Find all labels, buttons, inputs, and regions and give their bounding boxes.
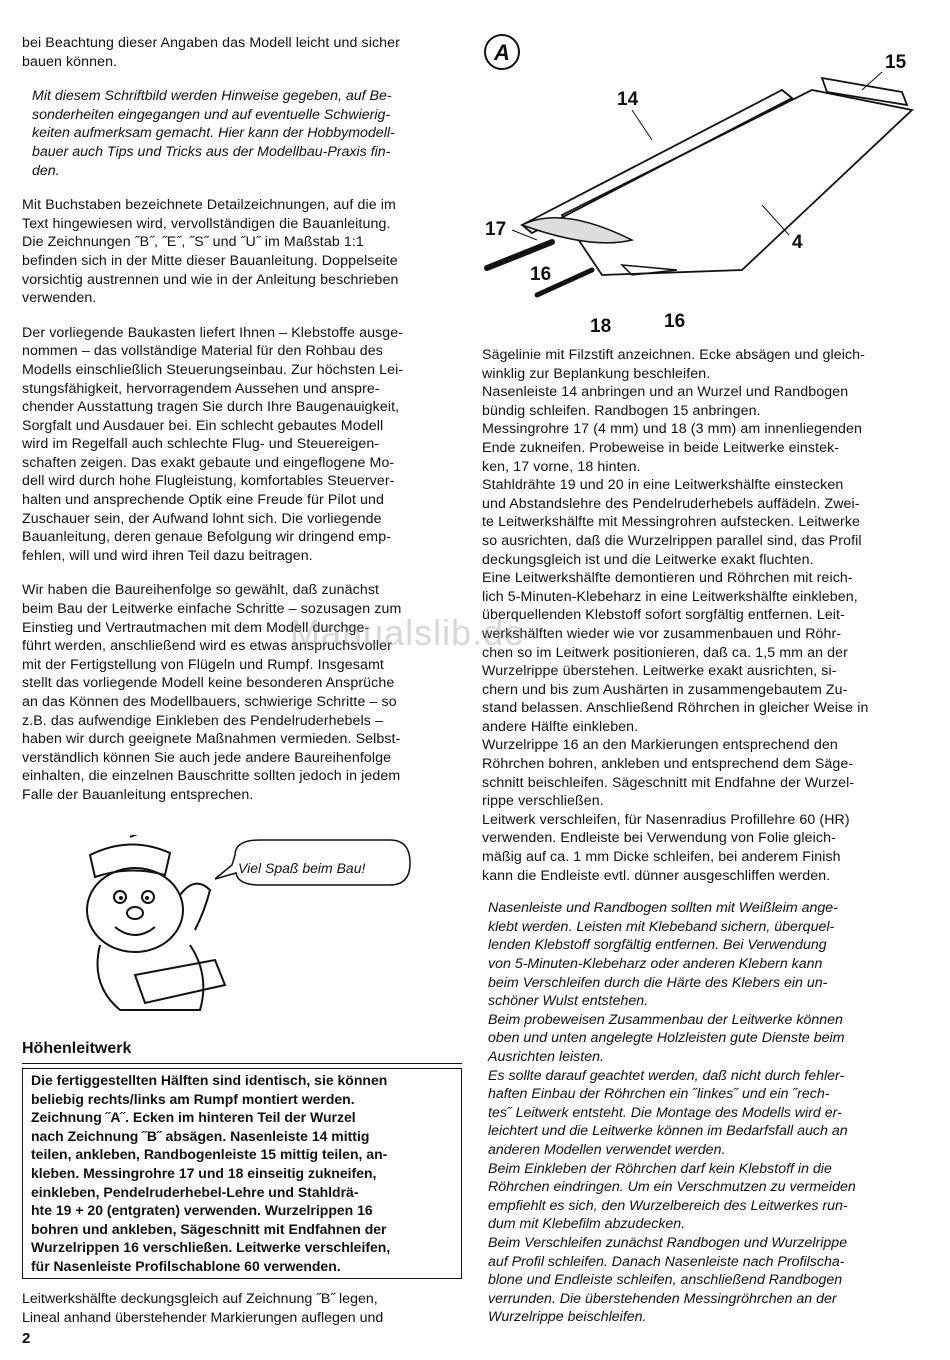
section-heading: Höhenleitwerk (22, 1040, 132, 1057)
continuation-paragraph: Leitwerkshälfte deckungsgleich auf Zeichnung ˝B˝ legen, Lineal anhand überstehender Markierungen auflegen und (22, 1291, 384, 1326)
label-16-left: 16 (530, 264, 552, 285)
label-17: 17 (485, 219, 507, 240)
build-order-paragraph: Wir haben die Baureihenfolge so gewählt, daß zunächst beim Bau der Leitwerke einfache Schritte – sozusagen zum Einstieg und Vertrautmachen mit dem Modell durchge- führt werden, anschließend wird es etwas anspruchsvoller mit der Fertigstellung von Flügeln und Rumpf. Insgesamt stellt das vorliegende Modell keine besonderen Ansprüche an das Können des Modellbauers, schwierige Schritte – so z.B. das aufwendige Einkleben des Pendelruderhebels – haben wir durch geeignete Maßnahmen vermieden. Selbst- verständlich können Sie auch jede andere Baureihenfolge einhalten, die einzelnen Bauschritte sollten jedoch in jedem Falle der Bauanleitung entsprechen. (22, 582, 402, 803)
stabilizer-panel (562, 90, 912, 275)
typeface-note: Mit diesem Schriftbild werden Hinweise gegeben, auf Be- sonderheiten eingegangen und auf eventuelle Schwierig- keiten aufmerksam gemacht. Hier kann der Hobbymodell- bauer auch Tips und Tricks aus der Modellbau-Praxis fin- den. (32, 88, 395, 179)
drawing-a-illustration (482, 30, 922, 340)
label-16-right: 16 (664, 311, 686, 332)
leading-edge-strip (522, 90, 792, 233)
label-14: 14 (617, 89, 639, 110)
page-number: 2 (22, 1330, 31, 1347)
label-15: 15 (885, 52, 907, 73)
watermark: Manualslib.de (290, 612, 526, 653)
left-column (22, 34, 462, 805)
speech-bubble-text: Viel Spaß beim Bau! (238, 860, 366, 876)
kit-paragraph: Der vorliegende Baukasten liefert Ihnen – Klebstoffe ausge- nommen – das vollständige Material für den Rohbau des Modells einschließlich Steuerungseinbau. Zur höchsten Lei- stungsfähigkeit, hervorragendem Aussehen und anspre- chender Ausstattung tragen Sie durch Ihre Baugenauigkeit, Sorgfalt und Ausdauer bei. Ein schlecht gebautes Modell wird im Regelfall auch schlechte Flug- und Steuereigen- schaften zeigen. Das exakt gebaute und eingeflogene Mo- dell wird durch hohe Flugleistung, komfortables Steuerver- halten und ansprechende Optik eine Freude für Pilot und Zuschauer sein, der Aufwand lohnt sich. Die vorliegende Bauanleitung, deren genaue Befolgung wir dringend emp- fehlen, will und wird ihren Teil dazu beitragen. (22, 324, 404, 564)
label-18: 18 (590, 316, 612, 337)
label-4: 4 (792, 232, 803, 253)
assembly-steps: Sägelinie mit Filzstift anzeichnen. Ecke absägen und gleich- winklig zur Beplankung beschleifen. Nasenleiste 14 anbringen und an Wurzel und Randbogen bündig schleifen. Randbogen 15 anbringen. Messingrohre 17 (4 mm) und 18 (3 mm) am innenliegenden Ende zukneifen. Probeweise in beide Leitwerke einstek- ken, 17 vorne, 18 hinten. Stahldrähte 19 und 20 in eine Leitwerkshälfte einstecken und Abstandslehre des Pendelruderhebels auffädeln. Zwei- te Leitwerkshälfte mit Messingrohren aufstecken. Leitwerke so ausrichten, daß die Wurzelrippen parallel sind, das Profil deckungsgleich ist und die Leitwerke exakt fluchten. Eine Leitwerkshälfte demontieren und Röhrchen mit reich- lich 5-Minuten-Klebeharz in eine Leitwerkshälfte einkleben, überquellenden Klebstoff sofort sorgfältig entfernen. Leit- werkshälften wieder wie vor zusammenbauen und Röhr- chen so im Leitwerk positionieren, daß ca. 1,5 mm an der Wurzelrippe überstehen. Leitwerke exakt ausrichten, si- chern und bis zum Aushärten in zusammengebautem Zu- stand belassen. Anschließend Röhrchen in gleicher Weise in andere Hälfte einkleben. Wurzelrippe 16 an den Markierungen entsprechend den Röhrchen bohren, ankleben und entsprechend dem Säge- schnitt beischleifen. Sägeschnitt mit Endfahne der Wurzel- rippe verschließen. Leitwerk verschleifen, für Nasenradius Profillehre 60 (HR) verwenden. Endleiste bei Verwendung von Folie gleich- mäßig auf ca. 1 mm Dicke schleifen, bei anderem Finish kann die Endleiste evtl. dünner ausgeschliffen werden. (482, 347, 869, 884)
drawings-paragraph: Mit Buchstaben bezeichnete Detailzeichnungen, auf die im Text hingewiesen wird, vervollständigen die Bauanleitung. Die Zeichnungen ˝B˝, ˝E˝, ˝S˝ und ˝U˝ im Maßstab 1:1 befinden sich in der Mitte dieser Bauanleitung. Doppelseite vorsichtig austrennen und wie in der Anleitung beschrieben verwenden. (22, 197, 399, 307)
instructions-box: Die fertiggestellten Hälften sind identisch, sie können beliebig rechts/links am Rumpf montiert werden. Zeichnung ˝A˝. Ecken im hinteren Teil der Wurzel nach Zeichnung ˝B˝ absägen. Nasenleiste 14 mittig teilen, ankleben, Randbogenleiste 15 mittig teilen, an- kleben. Messingrohre 17 und 18 einseitig zukneifen, einkleben, Pendelruderhebel-Lehre und Stahldrä- hte 19 + 20 (entgraten) verwenden. Wurzelrippen 16 bohren und ankleben, Sägeschnitt mit Endfahnen der Wurzelrippen 16 verschließen. Leitwerke verschleifen, für Nasenleiste Profilschablone 60 verwenden. (22, 1068, 462, 1279)
right-column (482, 346, 918, 1327)
root-rib (522, 218, 632, 243)
heading-rule (22, 1063, 462, 1064)
intro-paragraph: bei Beachtung dieser Angaben das Modell leicht und sicher bauen können. (22, 35, 400, 70)
drawing-letter: A (494, 40, 510, 65)
tips-note: Nasenleiste und Randbogen sollten mit Weißleim ange- klebt werden. Leisten mit Klebeband sichern, überquel- lenden Klebstoff sorgfältig entfernen. Bei Verwendung von 5-Minuten-Klebeharz oder anderen Klebern kann beim Verschleifen durch die Härte des Klebers ein un- schöner Wulst entstehen. Beim probeweisen Zusammenbau der Leitwerke können oben und unten angelegte Holzleisten gute Dienste beim Ausrichten leisten. Es sollte darauf geachtet werden, daß nicht durch fehler- haften Einbau der Röhrchen ein ˝linkes˝ und ein ˝rech- tes˝ Leitwerk entsteht. Die Montage des Modells wird er- leichtert und die Leitwerke können im Bedarfsfall auch an anderen Modellen verwendet werden. Beim Einkleben der Röhrchen darf kein Klebstoff in die Röhrchen eindringen. Um ein Verschmutzen zu vermeiden empfiehlt es sich, den Wurzelbereich des Leitwerkes run- dum mit Klebefilm abzudecken. Beim Verschleifen zunächst Randbogen und Wurzelrippe auf Profil schleifen. Danach Nasenleiste nach Profilscha- blone und Endleiste schleifen, anschließend Randbogen verrunden. Die überstehenden Messingröhrchen an der Wurzelrippe beischleifen. (488, 900, 856, 1326)
